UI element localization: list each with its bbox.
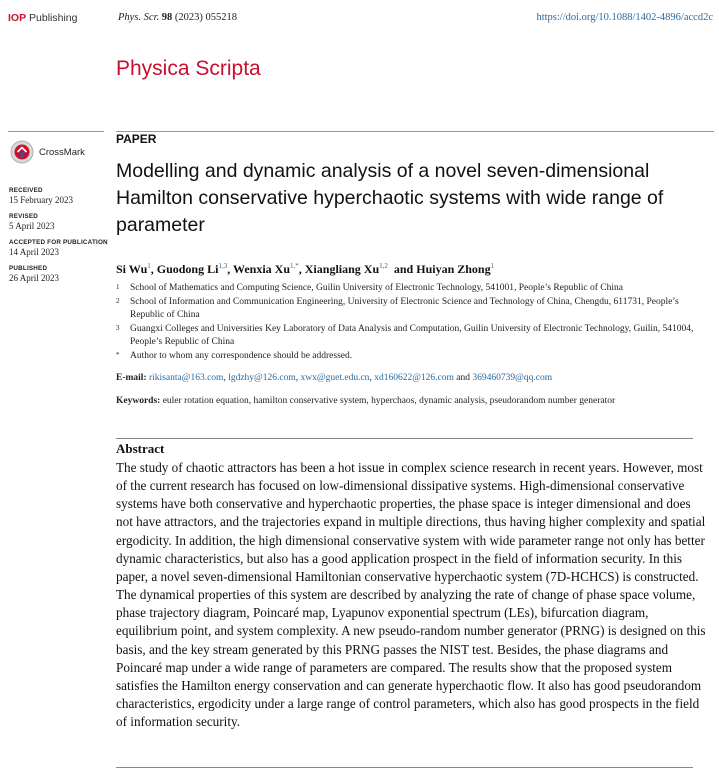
affiliation-item (116, 296, 714, 322)
journal-reference (118, 12, 237, 23)
author-name: Huiyan Zhong (416, 262, 491, 276)
email-link[interactable]: lgdzhy@126.com (228, 373, 296, 383)
date-received (9, 187, 109, 205)
date-label: ACCEPTED FOR PUBLICATION (9, 239, 108, 246)
abstract-text: The study of chaotic attractors has been a hot issue in complex science research in recent years. However, most of the current research has focused on low-dimensional dissipative systems. High-dimensional conservative systems have both conservative and hyperchaotic properties, the phase space is integer dimensional and does not have attractors, and the trajectories expand in multiple directions, thus having higher complexity and spatial ergodicity. In addition, the high dimensional conservative system with wide parameter range not only has better dynamic characteristics, but also has a good application prospect in the field of information security. In this paper, a novel seven-dimensional Hamiltonian conservative hyperchaotic system (7D-HCHCS) is constructed. The dynamical properties of this system are described by analyzing the rate of change of phase space volume, phase trajectory diagram, Poincaré map, Lyapunov exponential spectrum (LEs), bifurcation diagram, equilibrium point, and system complexity. A new pseudo-random number generator (PRNG) is designed on this basis, and the key stream generated by this PRNG passes the NIST test. Besides, the phase diagrams and Poincaré map under a wide range of parameters are compared. The results show that the proposed system satisfies the Hamilton energy conservation and can generate hyperchaotic flow. It also has good pseudorandom characteristics, ergodicity under a large range of control parameters, which also has good prospects in the field of information security. (116, 460, 706, 730)
journal-title: Physica Scripta (116, 57, 261, 80)
email-link[interactable]: rikisanta@163.com (148, 373, 224, 383)
author-affil-mark[interactable]: 1,2 (379, 262, 388, 270)
crossmark-icon (10, 140, 34, 164)
author-affil-mark[interactable]: 1 (490, 262, 495, 270)
doi-link[interactable]: https://doi.org/10.1088/1402-4896/accd2c (536, 12, 713, 23)
date-label: REVISED (9, 213, 39, 220)
publisher-word: Publishing (29, 12, 78, 24)
author-affil-mark[interactable]: 1,* (290, 262, 299, 270)
abstract-top-rule (116, 438, 693, 439)
date-revised (9, 213, 109, 231)
affiliation-text: Guangxi Colleges and Universities Key Laboratory of Data Analysis and Computation, Guilin University of Electronic Technology, Guilin, 541004, People’s Republic of China (130, 324, 694, 347)
date-value: 26 April 2023 (9, 273, 60, 283)
journal-abbrev: Phys. Scr. (118, 12, 160, 23)
author-affil-mark[interactable]: 1,3 (218, 262, 228, 270)
crossmark-label: CrossMark (39, 147, 85, 158)
keywords-text: euler rotation equation, hamilton conservative system, hyperchaos, dynamic analysis, pseudorandom number generator (162, 396, 616, 406)
author-sep: , (227, 262, 233, 276)
crossmark-badge[interactable] (10, 140, 100, 166)
publisher-logo (8, 12, 77, 24)
publisher-iop: IOP (8, 12, 27, 24)
abstract-bottom-rule (116, 767, 693, 768)
affiliation-text: Author to whom any correspondence should be addressed. (130, 351, 353, 361)
affiliation-marker: 1 (116, 283, 120, 291)
affiliation-marker: 2 (116, 297, 120, 305)
article-dates (9, 187, 109, 291)
author-name: Guodong Li (156, 262, 219, 276)
email-sep: and (453, 373, 473, 383)
email-link[interactable]: xwx@guet.edu.cn (300, 373, 370, 383)
journal-year-article: (2023) 055218 (174, 12, 237, 23)
email-link[interactable]: 369460739@qq.com (472, 373, 553, 383)
date-published (9, 265, 109, 283)
affiliation-list (116, 282, 714, 364)
author-name: Wenxia Xu (233, 262, 291, 276)
email-sep: , (223, 373, 229, 383)
date-label: RECEIVED (9, 187, 43, 194)
date-value: 14 April 2023 (9, 247, 60, 257)
keywords-line (116, 396, 714, 406)
author-sep: and (387, 262, 417, 276)
author-name: Xiangliang Xu (304, 262, 380, 276)
date-value: 15 February 2023 (9, 195, 73, 205)
email-label: E-mail: (116, 373, 147, 383)
affiliation-text: School of Information and Communication Engineering, University of Electronic Science and Technology of China, Chengdu, 611731, People’s Republic of China (130, 297, 679, 320)
main-divider (116, 131, 714, 132)
author-affil-mark[interactable]: 1 (147, 262, 151, 270)
affiliation-marker: 3 (116, 324, 120, 332)
abstract-heading: Abstract (116, 441, 165, 456)
email-line (116, 373, 552, 383)
date-value: 5 April 2023 (9, 221, 55, 231)
keywords-label: Keywords: (116, 396, 161, 406)
running-header (8, 12, 713, 28)
affiliation-text: School of Mathematics and Computing Science, Guilin University of Electronic Technology, 541001, People’s Republic of China (130, 283, 623, 293)
affiliation-item (116, 323, 714, 349)
sidebar-divider (8, 131, 104, 132)
paper-title: Modelling and dynamic analysis of a novel seven-dimensional Hamilton conservative hyperchaotic systems with wide range of parameter (116, 160, 664, 236)
author-list (116, 262, 494, 277)
email-sep: , (369, 373, 375, 383)
affiliation-item (116, 350, 714, 363)
affiliation-marker: * (116, 351, 120, 359)
author-name: Si Wu (116, 262, 148, 276)
author-sep: , (298, 262, 305, 276)
date-label: PUBLISHED (9, 265, 48, 272)
date-accepted (9, 239, 109, 257)
journal-volume: 98 (161, 12, 173, 23)
author-sep: , (150, 262, 157, 276)
email-sep: , (295, 373, 301, 383)
affiliation-item (116, 282, 714, 295)
email-link[interactable]: xd160622@126.com (374, 373, 454, 383)
paper-type-label: PAPER (116, 132, 157, 146)
